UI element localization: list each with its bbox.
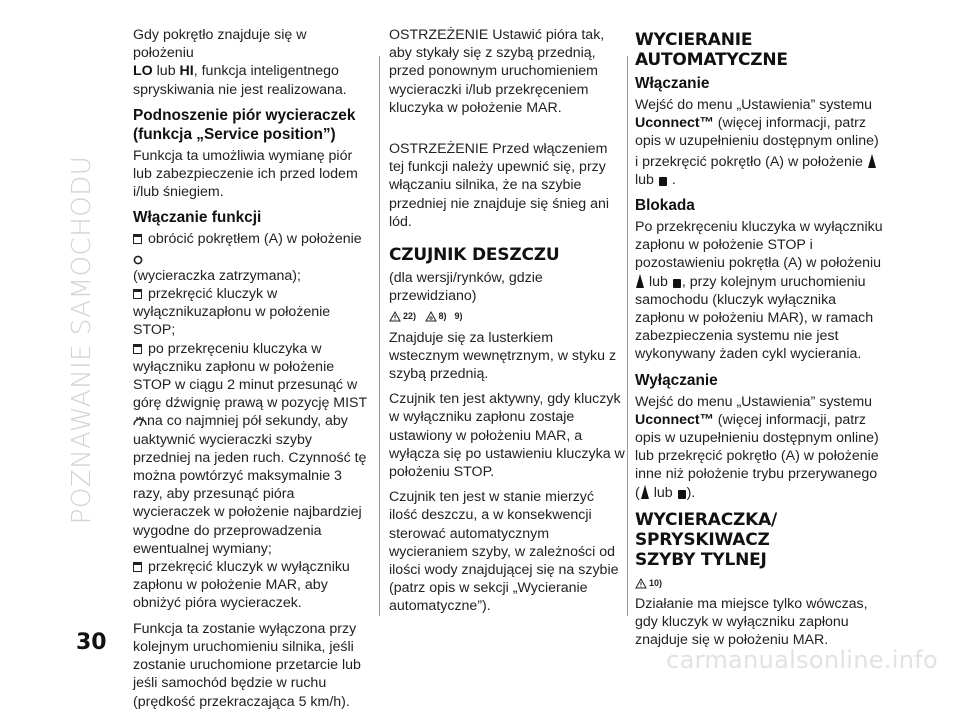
lo-label: LO [133,63,153,80]
off-text-cont: (więcej informacji, patrz opis w uzupełnieniu dostępnym online) lub przekręcić pokrętło (A) w położenie inne niż położenie trybu przerywanego ( [635,411,879,501]
auto-wiping-heading-line-1: WYCIERANIE [635,30,753,50]
on-text-2: i przekręcić pokrętło (A) w położenie [635,153,863,170]
watermark: carmanualsonline.info [666,646,938,674]
intermittent-mode-icon [672,278,682,289]
caution-icon [425,311,437,322]
column-divider [379,56,380,616]
auto-mode-icon [640,484,650,500]
rear-wiper-heading-line-3: SZYBY TYLNEJ [635,549,767,570]
rain-sensor-p1: Znajduje się za lusterkiem wstecznym wewnętrznym, w styku z szybą przednią. [389,329,617,383]
off-or: lub [653,484,673,501]
column-3 [635,26,885,657]
rain-sensor-subheading: (dla wersji/rynków, gdzie przewidziano) [389,270,543,305]
block-heading: Blokada [635,197,695,215]
checkbox-bullet-icon [133,234,142,244]
off-text: Wejść do menu „Ustawienia” systemu [635,393,873,410]
on-text: Wejść do menu „Ustawienia” systemu [635,97,873,113]
reference-22: 22) [403,311,417,322]
rear-wiper-heading [635,510,885,570]
intermittent-mode-icon [677,489,687,500]
service-text: Funkcja ta umożliwia wymianę piór lub zabezpieczenie ich przed lodem i/lub śniegiem. [133,147,358,201]
rear-wiper-heading-line-2: SPRYSKIWACZ [635,529,770,550]
intermittent-mode-icon [658,176,668,187]
off-end: ). [686,484,696,501]
step-1 [133,230,371,285]
reference-8: 8) [438,311,447,322]
step-1-cont: (wycieraczka zatrzymana); [133,267,301,284]
block-text-cont: , przy kolejnym uruchomieniu samochodu (kluczyk wyłącznika zapłonu w położeniu MAR), w ramach zabezpieczenia systemu nie jest wykonywany żaden cykl wycierania. [635,273,874,363]
mist-wiper-icon [133,416,147,428]
service-heading: Podnoszenie piór wycieraczek (funkcja „Service position”) [133,106,356,143]
block-text: Po przekręceniu kluczyka w wyłączniku zapłonu w położenie STOP i pozostawieniu pokrętła (A) w położeniu [635,219,883,272]
checkbox-bullet-icon [133,344,142,354]
reference-row [389,307,625,325]
step-1-text: obrócić pokrętłem (A) w położenie [148,231,362,248]
closing-paragraph: Funkcja ta zostanie wyłączona przy kolejnym uruchomieniu silnika, jeśli zostanie uruchomione przetarcie lub jeśli samochód będzie w ruchu (prędkość przekraczająca 5 km/h). [133,620,361,710]
on-end: . [671,171,676,188]
column-1 [133,26,371,718]
rain-sensor-p2: Czujnik ten jest aktywny, gdy kluczyk w wyłączniku zapłonu zostaje ustawiony w położeniu MAR, a wyłącza się po ustawieniu kluczyka w położeniu STOP. [389,391,625,481]
reference-9: 9) [454,311,463,322]
auto-mode-icon [867,153,877,169]
intro-text-end: , funkcja inteligentnego spryskiwania nie jest realizowana. [133,63,347,98]
on-text-cont: (więcej informacji, patrz opis w uzupełnieniu dostępnym online) [635,115,879,150]
on-heading: Włączanie [635,75,710,92]
rear-wiper-heading-line-1: WYCIERACZKA/ [635,509,778,530]
block-or: lub [648,273,668,290]
step-3-cont: na co najmniej pół sekundy, aby uaktywnić wycieraczki szyby przedniej na jeden ruch. Czynność tę można powtórzyć maksymalnie 3 razy, aby przesunąć pióra wycieraczek w położenie najbardziej wygodne do przeprowadzenia ewentualnej wymiany; [133,413,367,557]
column-divider [627,56,628,616]
auto-mode-icon [635,273,645,289]
checkbox-bullet-icon [133,289,142,299]
step-2 [133,285,371,340]
section-side-title: POZNAWANIE SAMOCHODU [67,155,97,525]
column-2 [389,26,625,623]
off-paragraph [635,393,885,502]
warning-triangle-icon [635,578,647,589]
step-4-text: przekręcić kluczyk w wyłączniku zapłonu w położenie MAR, aby obniżyć pióra wycieraczek. [133,559,350,612]
off-heading: Wyłączanie [635,371,718,389]
rain-sensor-heading: CZUJNIK DESZCZU [389,245,560,266]
hi-label: HI [179,63,194,80]
step-3-text: po przekręceniu kluczyka w wyłączniku zapłonu w położenie STOP w ciągu 2 minut przesunąć w górę dźwignię prawą w pozycję MIST [133,340,367,412]
on-paragraph-2 [635,153,885,189]
uconnect-brand: Uconnect™ [635,115,714,132]
step-2-text: przekręcić kluczyk w wyłącznikuzapłonu w położenie STOP; [133,286,331,339]
warning-1: OSTRZEŻENIE Ustawić pióra tak, aby stykały się z szybą przednią, przed ponownym uruchomieniem wycieraczki i/lub przekręceniem kluczyka w położenie MAR. [389,27,605,116]
intro-or: lub [156,63,176,80]
intro-text: Gdy pokrętło znajduje się w położeniu [133,27,307,62]
activation-heading: Włączanie funkcji [133,209,262,227]
auto-wiping-heading-line-2: AUTOMATYCZNE [635,50,788,70]
step-3 [133,340,371,558]
intro-paragraph [133,26,371,99]
on-or: lub [635,171,654,188]
rear-wiper-paragraph: Działanie ma miejsce tylko wówczas, gdy kluczyk w wyłączniku zapłonu znajduje się w położeniu MAR. [635,596,868,649]
reference-row [635,574,885,592]
on-paragraph-1 [635,96,885,151]
step-4 [133,558,371,613]
off-position-icon [133,255,143,265]
page-number: 30 [76,630,107,655]
warning-triangle-icon [389,311,401,322]
uconnect-brand: Uconnect™ [635,411,714,428]
checkbox-bullet-icon [133,562,142,572]
block-paragraph [635,218,885,364]
rain-sensor-p3: Czujnik ten jest w stanie mierzyć ilość deszczu, a w konsekwencji sterować automatycznym wycieraniem szyby, w zależności od ilości wody znajdującej się na szybie (patrz opis w sekcji „Wycieranie automatyczne”). [389,489,619,615]
reference-10: 10) [649,577,663,588]
warning-2: OSTRZEŻENIE Przed włączeniem tej funkcji należy upewnić się, przy włączaniu silnika, że na szybie przedniej nie znajduje się śnieg ani lód. [389,141,610,230]
auto-wiping-heading [635,30,885,70]
